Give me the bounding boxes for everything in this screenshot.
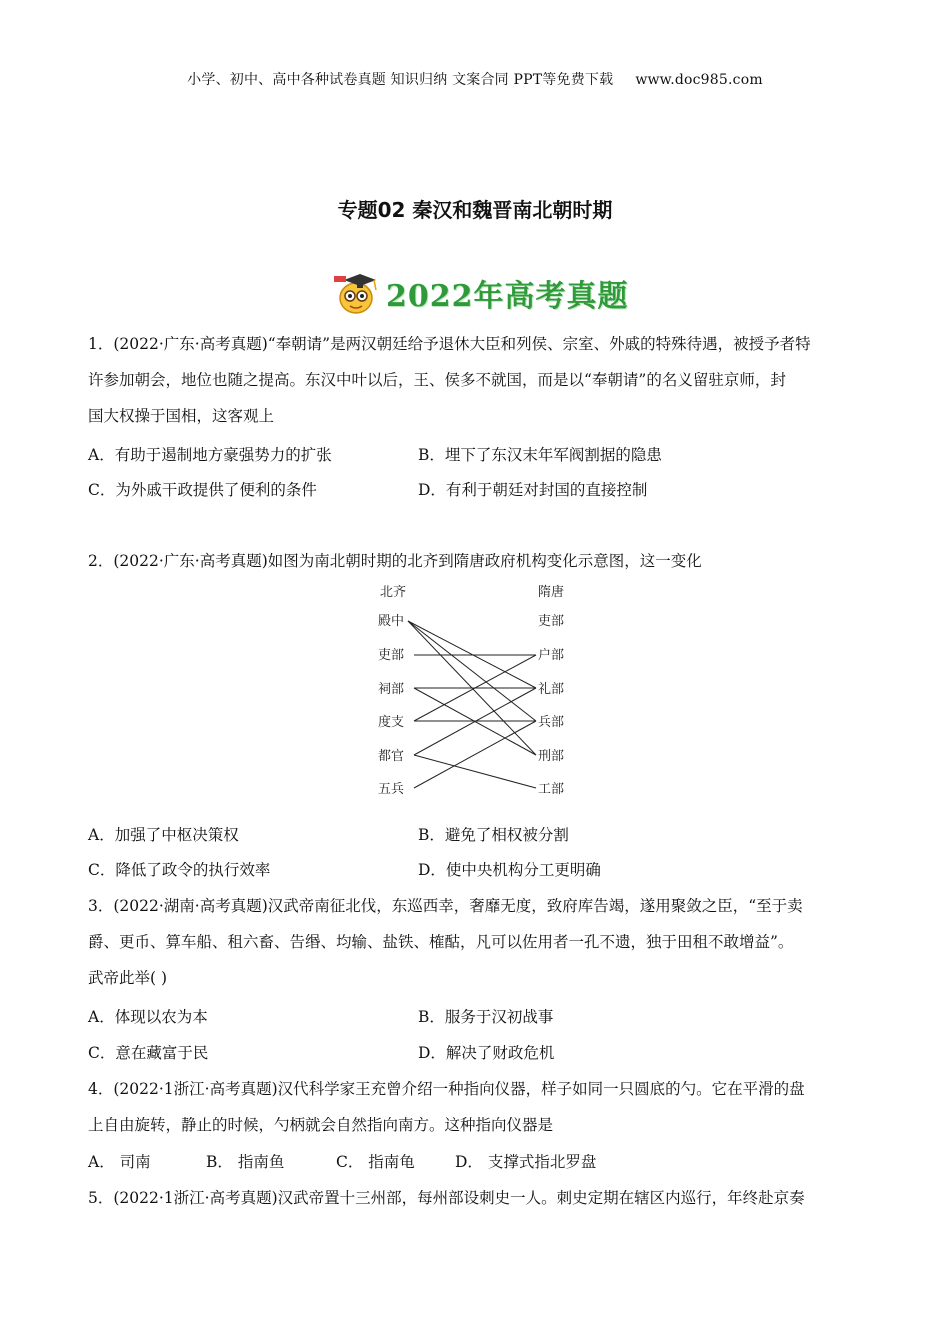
right-label: 刑部 bbox=[538, 749, 565, 764]
q5-stem: 5．(2022·1浙江·高考真题)汉武帝置十三州部，每州部设刺史一人。刺史定期在辖区内巡行，年终赴京奏 bbox=[88, 1189, 805, 1207]
q1-line2: 许参加朝会，地位也随之提高。东汉中叶以后，王、侯多不就国，而是以“奉朝请”的名义留驻京师，封 bbox=[88, 371, 786, 389]
q4-option-c[interactable]: C． 指南龟 bbox=[336, 1153, 415, 1171]
q4-option-a[interactable]: A． 司南 bbox=[88, 1153, 151, 1171]
q3-line1: 3．(2022·湖南·高考真题)汉武帝南征北伐，东巡西幸，奢靡无度，致府库告竭，遂用聚敛之臣，“至于卖 bbox=[88, 897, 803, 915]
diagram-left-header: 北齐 bbox=[380, 585, 407, 600]
q2-stem: 2．(2022·广东·高考真题)如图为南北朝时期的北齐到隋唐政府机构变化示意图，这一变化 bbox=[88, 552, 702, 570]
q3-line2: 爵、更币、算车船、租六畜、告缗、均输、盐铁、榷酤，凡可以佐用者一孔不遗，独于田租不敢增益”。 bbox=[88, 933, 794, 951]
q1-line3: 国大权操于国相，这客观上 bbox=[88, 407, 275, 425]
q4-line2: 上自由旋转，静止的时候，勺柄就会自然指向南方。这种指向仪器是 bbox=[88, 1116, 554, 1134]
q2-option-c[interactable]: C．降低了政令的执行效率 bbox=[88, 861, 271, 879]
page-title: 专题02 秦汉和魏晋南北朝时期 bbox=[337, 198, 613, 222]
q3-line3: 武帝此举( ) bbox=[88, 969, 168, 987]
right-label: 兵部 bbox=[538, 715, 565, 730]
q1-option-d[interactable]: D．有利于朝廷对封国的直接控制 bbox=[418, 481, 648, 499]
q2-option-d[interactable]: D．使中央机构分工更明确 bbox=[418, 861, 601, 879]
question-1-stem bbox=[88, 326, 866, 434]
q2-option-b[interactable]: B．避免了相权被分割 bbox=[418, 826, 569, 844]
banner-text: 2022年高考真题 bbox=[386, 279, 629, 314]
q1-line1: 1．(2022·广东·高考真题)“奉朝请”是两汉朝廷给予退休大臣和列侯、宗室、外戚的特殊待遇，被授予者特 bbox=[88, 335, 811, 353]
q1-option-c[interactable]: C．为外戚干政提供了便利的条件 bbox=[88, 481, 317, 499]
mascot-icon bbox=[330, 270, 380, 316]
q3-option-d[interactable]: D．解决了财政危机 bbox=[418, 1044, 555, 1062]
right-label: 工部 bbox=[538, 782, 565, 797]
right-label: 礼部 bbox=[538, 682, 565, 697]
left-label: 祠部 bbox=[378, 682, 405, 697]
q1-option-b[interactable]: B．埋下了东汉末年军阀割据的隐患 bbox=[418, 446, 662, 464]
q2-diagram bbox=[370, 580, 590, 800]
banner bbox=[330, 270, 629, 316]
page-header bbox=[0, 69, 950, 89]
left-label: 五兵 bbox=[378, 782, 405, 797]
header-text: 小学、初中、高中各种试卷真题 知识归纳 文案合同 PPT等免费下载 bbox=[187, 72, 614, 88]
q4-option-b[interactable]: B． 指南鱼 bbox=[206, 1153, 285, 1171]
connector-line bbox=[414, 721, 536, 788]
connector-line bbox=[414, 755, 536, 788]
right-label: 吏部 bbox=[538, 614, 565, 629]
question-3-stem bbox=[88, 888, 866, 996]
q4-line1: 4．(2022·1浙江·高考真题)汉代科学家王充曾介绍一种指向仪器，样子如同一只圆底的勺。它在平滑的盘 bbox=[88, 1080, 805, 1098]
q3-option-c[interactable]: C．意在藏富于民 bbox=[88, 1044, 209, 1062]
q3-option-b[interactable]: B．服务于汉初战事 bbox=[418, 1008, 554, 1026]
q4-option-d[interactable]: D． 支撑式指北罗盘 bbox=[455, 1153, 597, 1171]
q2-option-a[interactable]: A．加强了中枢决策权 bbox=[88, 826, 239, 844]
header-url[interactable]: www.doc985.com bbox=[635, 72, 763, 88]
diagram-right-header: 隋唐 bbox=[538, 585, 565, 600]
left-label: 殿中 bbox=[378, 614, 405, 629]
right-label: 户部 bbox=[538, 648, 565, 663]
q3-option-a[interactable]: A．体现以农为本 bbox=[88, 1008, 208, 1026]
question-4-stem bbox=[88, 1071, 866, 1143]
q1-option-a[interactable]: A．有助于遏制地方豪强势力的扩张 bbox=[88, 446, 332, 464]
left-label: 度支 bbox=[378, 715, 405, 730]
connector-line bbox=[408, 621, 536, 721]
left-label: 吏部 bbox=[378, 648, 405, 663]
left-label: 都官 bbox=[378, 749, 405, 764]
